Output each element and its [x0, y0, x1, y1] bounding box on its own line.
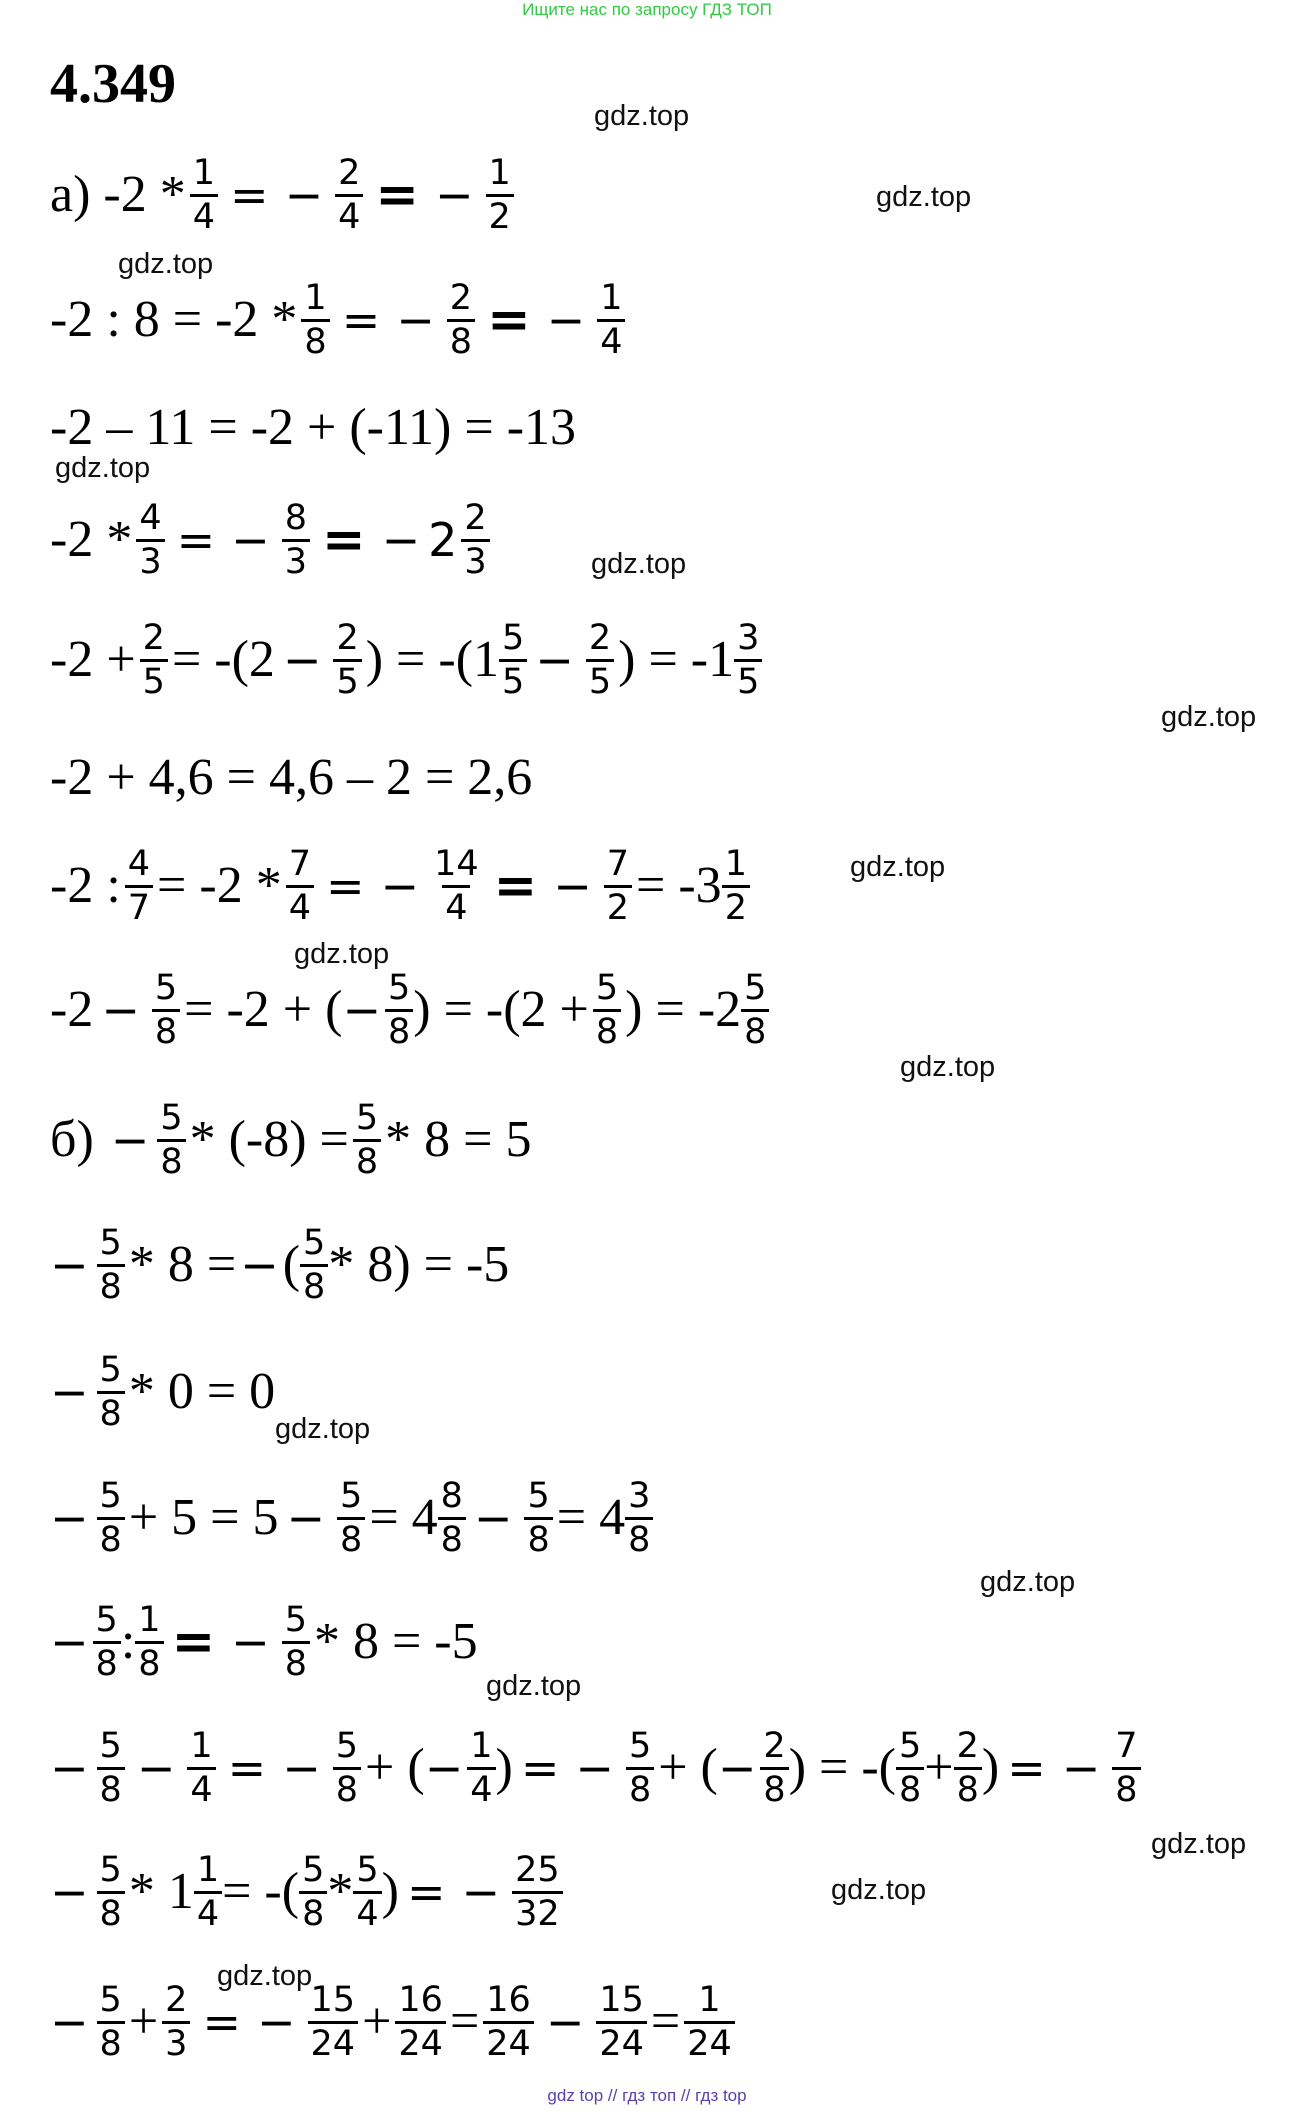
part-label: б) [50, 1111, 94, 1168]
top-banner: Ищите нас по запросу ГДЗ ТОП [522, 0, 772, 19]
equation-line: -2 + $\frac{2}{5}$ = -(2 − $\frac{2}{5}$ ) = -(1 $\frac{5}{5}$ − $\frac{2}{5}$ ) = -1 $\frac{3}{5}$ [50, 610, 762, 710]
watermark: gdz.top [55, 452, 151, 484]
watermark: gdz.top [1151, 1828, 1247, 1860]
watermark: gdz.top [486, 1670, 582, 1702]
watermark: gdz.top [275, 1413, 371, 1445]
equation-line: -2 * $\frac{4}{3}$ = − $\frac{8}{3}$ = − 2 $\frac{2}{3}$ [50, 490, 494, 590]
equation-line: − $\frac{5}{8}$ + $\frac{2}{3}$ = − $\frac{15}{24}$ + $\frac{16}{24}$ = $\frac{16}{24}$ − $\frac{15}{24}$ = $\frac{1}{24}$ [50, 1972, 739, 2072]
equation-line: -2 + 4,6 = 4,6 – 2 = 2,6 [50, 749, 533, 806]
part-label: а) [50, 166, 91, 223]
watermark: gdz.top [1161, 701, 1257, 733]
equation-line: − $\frac{5}{8}$ + 5 = 5 − $\frac{5}{8}$ = 4 $\frac{8}{8}$ − $\frac{5}{8}$ = 4 $\frac{3}{8}$ [50, 1468, 653, 1568]
equation-line: − $\frac{5}{8}$ : $\frac{1}{8}$ = − $\frac{5}{8}$ * 8 = -5 [50, 1600, 478, 1684]
equation-line: б) − $\frac{5}{8}$ * (-8) = $\frac{5}{8}$ * 8 = 5 [50, 1098, 532, 1182]
equation-line: -2 : 8 = -2 * $\frac{1}{8}$ = − $\frac{2}{8}$ = − $\frac{1}{4}$ [50, 270, 629, 370]
watermark: gdz.top [294, 938, 390, 970]
watermark: gdz.top [831, 1874, 927, 1906]
watermark: gdz.top [980, 1566, 1076, 1598]
equation-line: − $\frac{5}{8}$ * 0 = 0 [50, 1350, 276, 1434]
equation-line: -2 : $\frac{4}{7}$ = -2 * $\frac{7}{4}$ = − $\frac{14}{4}$ = − $\frac{7}{2}$ = -3 $\frac{1}{2}$ [50, 836, 750, 936]
watermark: gdz.top [900, 1051, 996, 1083]
equation-line: − $\frac{5}{8}$ * 1 $\frac{1}{4}$ = -( $\frac{5}{8}$ * $\frac{5}{4}$ ) = − $\frac{25}{32}$ [50, 1842, 567, 1942]
watermark: gdz.top [217, 1960, 313, 1992]
problem-number: 4.349 [50, 53, 176, 115]
watermark: gdz.top [594, 100, 690, 132]
watermark: gdz.top [118, 248, 214, 280]
watermark: gdz.top [591, 548, 687, 580]
equation-line: − $\frac{5}{8}$ * 8 = − ( $\frac{5}{8}$ * 8) = -5 [50, 1223, 510, 1307]
equation-line: а) -2 * $\frac{1}{4}$ = − $\frac{2}{4}$ = − $\frac{1}{2}$ [50, 145, 518, 245]
watermark: gdz.top [876, 181, 972, 213]
equation-line: − $\frac{5}{8}$ − $\frac{1}{4}$ = − $\frac{5}{8}$ + ( − $\frac{1}{4}$ ) = − $\frac{5}{8}$ + ( − $\frac{2}{8}$ ) = -( $\frac{5}{8}$ + $\frac{2}{8}$ ) = − $\frac{7}{8}$ [50, 1718, 1145, 1818]
watermark: gdz.top [850, 851, 946, 883]
equation-line: -2 − $\frac{5}{8}$ = -2 + ( − $\frac{5}{8}$ ) = -(2 + $\frac{5}{8}$ ) = -2 $\frac{5}{8}$ [50, 960, 769, 1060]
equation-line: -2 – 11 = -2 + (-11) = -13 [50, 399, 577, 456]
footer: gdz top // гдз топ // гдз top [547, 2086, 747, 2105]
